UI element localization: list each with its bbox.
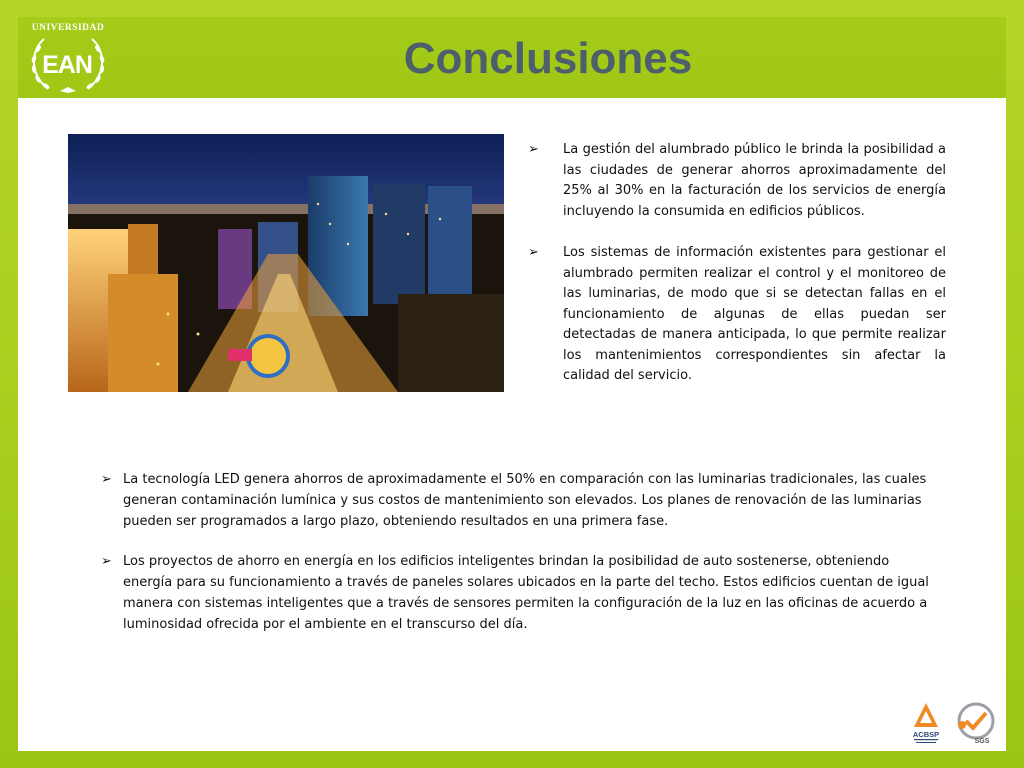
page-title: Conclusiones	[403, 34, 693, 83]
logo-top-text: UNIVERSIDAD	[31, 23, 105, 33]
list-item	[101, 470, 941, 532]
sgs-certification-icon	[958, 704, 993, 745]
arrow-bullet-icon: ➢	[101, 472, 112, 487]
acbsp-label: ACBSP	[912, 730, 940, 739]
logo-wordmark: EAN	[42, 51, 92, 79]
arrow-bullet-icon: ➢	[528, 245, 539, 260]
bullet-text: La gestión del alumbrado público le brinda la posibilidad a las ciudades de generar ahorros aproximadamente del 25% al 30% en la facturación de los servicios de energía incluyendo la consumida en edificios públicos.	[563, 142, 946, 219]
arrow-bullet-icon: ➢	[528, 142, 539, 157]
acbsp-logo-icon	[913, 703, 939, 743]
accreditation-badges	[910, 701, 1002, 745]
sgs-label: SGS	[974, 738, 990, 745]
arrow-bullet-icon: ➢	[101, 554, 112, 570]
city-night-photo	[68, 134, 504, 392]
bullet-text: Los proyectos de ahorro en energía en los edificios inteligentes brindan la posibilidad de auto sostenerse, obteniendo energía para su funcionamiento a través de paneles solares ubicados en la parte del techo. Estos edificios cuentan de igual manera con sistemas inteligentes que a través de sensores permiten la configuración de la luz en las oficinas de acuerdo a luminosidad ofrecida por el ambiente en el transcurso del día.	[123, 554, 929, 632]
list-item	[528, 243, 946, 387]
bullet-text: La tecnología LED genera ahorros de aproximadamente el 50% en comparación con las luminarias tradicionales, las cuales generan contaminación lumínica y sus costos de mantenimiento son elevados. Los planes de renovación de las luminarias pueden ser programados a largo plazo, obteniendo resultados en una primera fase.	[123, 472, 927, 529]
bottom-bullet-list	[101, 470, 941, 656]
bullet-text: Los sistemas de información existentes para gestionar el alumbrado permiten realizar el control y el monitoreo de las luminarias, de modo que si se detectan fallas en el funcionamiento de algunas de ellas puedan ser detectadas de manera anticipada, lo que permite realizar los mantenimientos correspondientes sin afectar la calidad del servicio.	[563, 245, 946, 383]
header-bar	[18, 17, 1006, 98]
right-bullet-list	[528, 140, 946, 408]
university-logo	[26, 21, 106, 93]
slide	[18, 17, 1006, 751]
list-item	[101, 552, 941, 635]
list-item	[528, 140, 946, 222]
